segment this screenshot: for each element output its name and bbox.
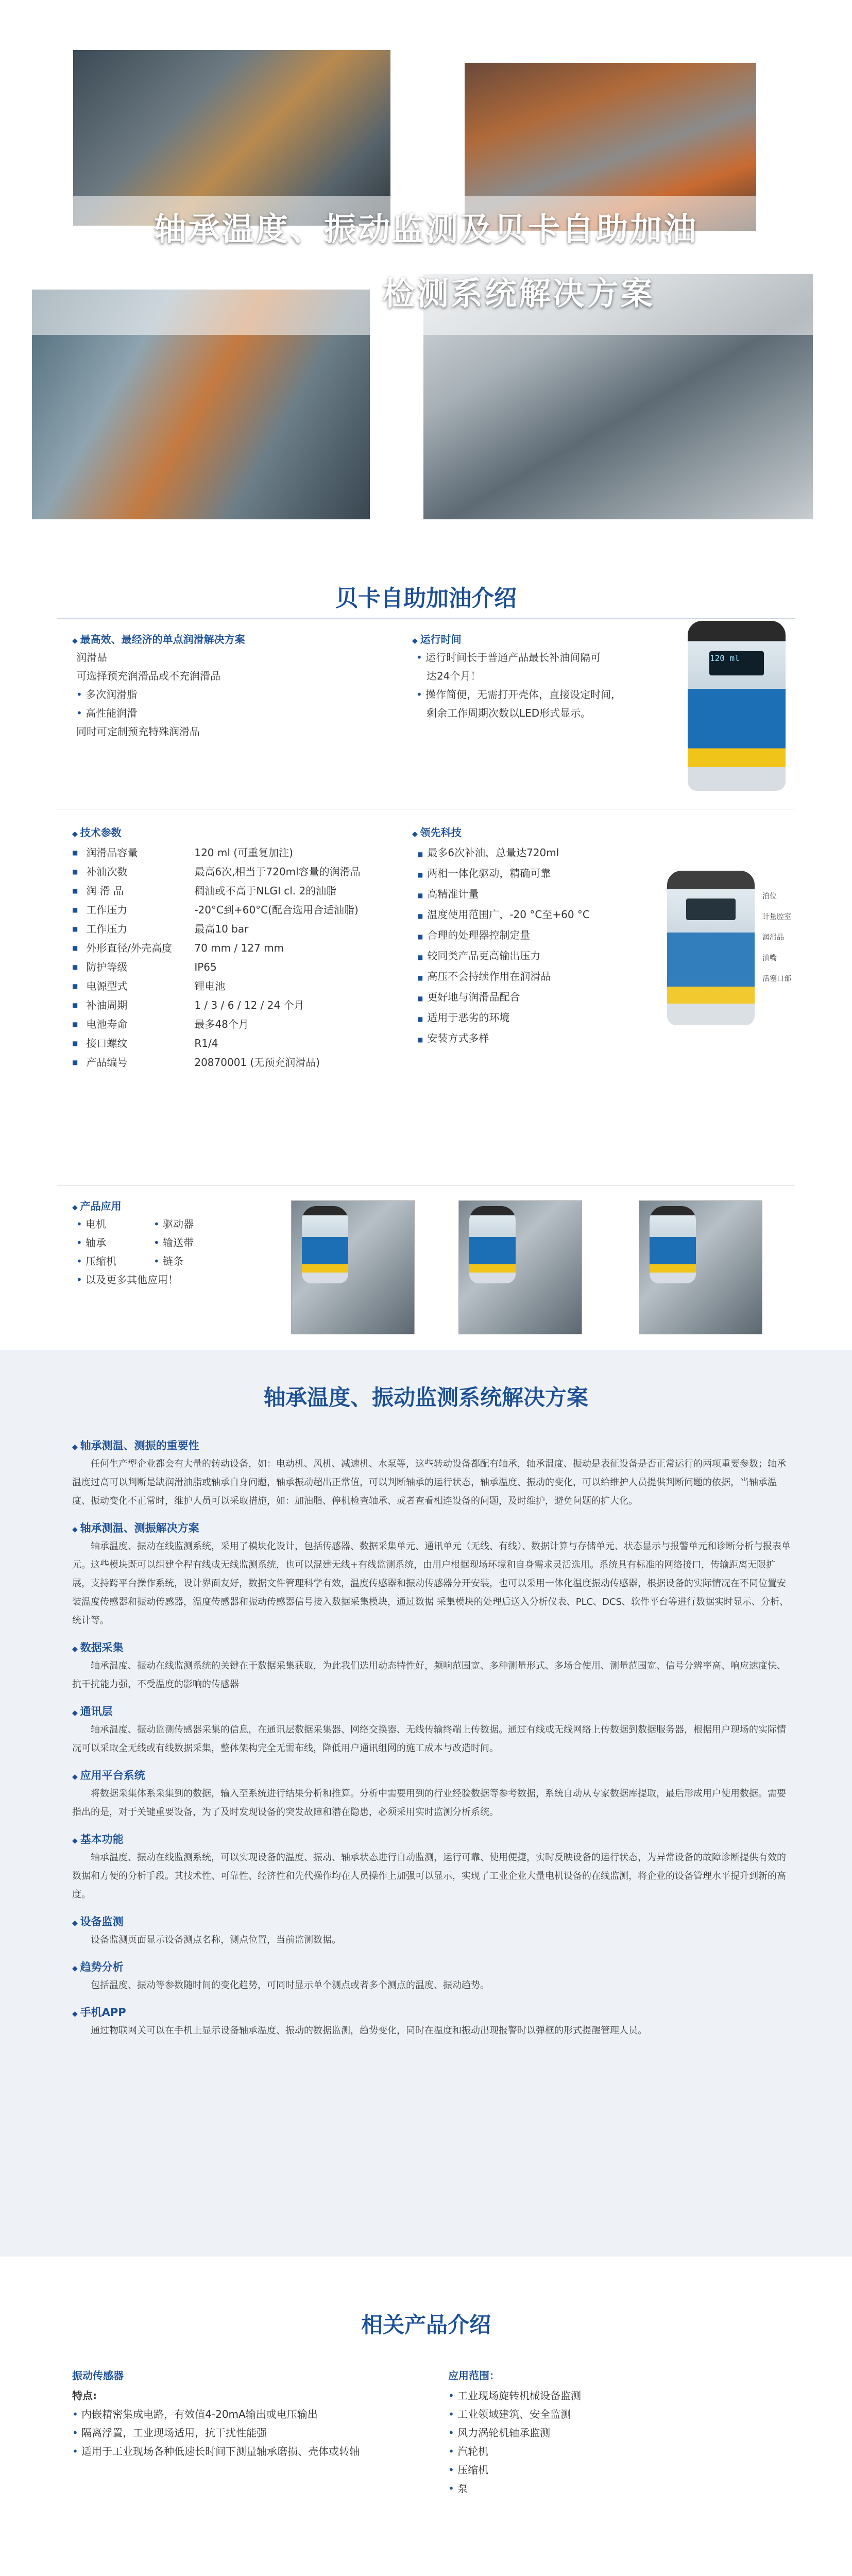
solution-item-body: 任何生产型企业都会有大量的转动设备，如：电动机、风机、减速机、水泵等，这些转动设备都配有轴承，轴承温度、振动是表征设备是否正常运行的两项重要参数；轴承温度过高可以判断是缺润滑油脂或轴承自身问题，轴承振动超出正常值，可以判断轴承的运行状态，轴承温度、振动的变化，可以给维护人员提供判断问题的依据，当轴承温度、振动变化不正常时，维护人员可以采取措施，如：加油脂、停机检查轴承、或者查看相连设备的问题，及时维护，避免问题的扩大化。 [72, 1459, 786, 1506]
spec-row: ■ 润 滑 品 稠油或不高于NLGI cl. 2的油脂 [72, 882, 402, 901]
solution-item-head: ◆ 应用平台系统 [72, 1767, 793, 1783]
spec-key: 电源型式 [86, 980, 128, 992]
spec-row: ■ 外形直径/外壳高度 70 mm / 127 mm [72, 939, 402, 958]
spec-key: 工作压力 [86, 904, 128, 916]
app-range-item: • 压缩机 [448, 2461, 757, 2479]
app-range-item: • 工业领域建筑、安全监测 [448, 2405, 757, 2424]
vib-feature: • 内嵌精密集成电路，有效值4-20mA输出或电压输出 [72, 2405, 433, 2424]
intro-left-line: • 多次润滑脂 [76, 685, 402, 704]
apps-item: • 轴承 [76, 1233, 154, 1252]
tech-item: ■ 高精准计量 [417, 888, 479, 900]
solution-title: 轴承温度、振动监测系统解决方案 [263, 1385, 588, 1410]
spec-key: 补油周期 [86, 999, 128, 1011]
apps-block [72, 1198, 288, 1289]
solution-item-body: 轴承温度、振动在线监测系统，采用了模块化设计，包括传感器、数据采集单元、通讯单元（无线、有线）、数据计算与存储单元、状态显示与报警单元和诊断分析与报表单元。这些模块既可以组建全程有线或无线监测系统，也可以混建无线+有线监测系统，由用户根据现场环境和自身需求灵活选用。系统具有标准的网络接口，传输距离无限扩展，支持跨平台操作系统，设计界面友好，数据文件管理科学有效，温度传感器和振动传感器分开安装，也可以采用一体化温度振动传感器，根据设备的实际情况在不同位置安装温度传感器和振动传感器，温度传感器和振动传感器信号接入数据采集模块，通过数据 采集模块的处理后送入分析仪表、PLC、DCS、软件平台等进行数据实时显示、分析、统计等。 [72, 1541, 791, 1626]
spec-row: ■ 产品编号 20870001 (无预充润滑品) [72, 1053, 402, 1072]
solution-item-body: 轴承温度、振动在线监测系统的关键在于数据采集获取，为此我们选用动态特性好，频响范围宽、多种测量形式、多场合使用、测量范围宽、信号分辨率高、响应速度快、抗干扰能力强，不受温度的影响的传感器 [72, 1660, 786, 1690]
app-range-item: • 风力涡轮机轴承监测 [448, 2424, 757, 2442]
spec-value: 20870001 (无预充润滑品) [194, 1056, 320, 1069]
solution-item-head: ◆ 轴承测温、测振的重要性 [72, 1437, 793, 1453]
solution-section-item [72, 1831, 793, 1904]
app-range-item: • 工业现场旋转机械设备监测 [448, 2386, 757, 2405]
solution-section-item [72, 2004, 793, 2040]
vib-block [72, 2367, 433, 2461]
apps-head: ◆ 产品应用 [72, 1198, 288, 1213]
app-photo-3 [639, 1200, 762, 1334]
intro-right-head: ◆ 运行时间 [412, 631, 659, 646]
tech-item: ■ 更好地与润滑品配合 [417, 991, 520, 1003]
tech-item: ■ 两相一体化驱动，精确可靠 [417, 867, 551, 879]
spec-row: ■ 电源型式 锂电池 [72, 977, 402, 996]
tech-item: ■ 合理的处理器控制定量 [417, 929, 531, 941]
solution-item-head: ◆ 设备监测 [72, 1913, 793, 1929]
app-range-block [448, 2367, 757, 2498]
apps-item: • 输送带 [154, 1233, 194, 1252]
lubricator-cutaway-image [667, 871, 755, 1025]
related-title: 相关产品介绍 [361, 2312, 491, 2337]
callout-label: 计量腔室 [762, 913, 791, 921]
app-photo-2 [458, 1200, 582, 1334]
solution-section-item [72, 1913, 793, 1950]
spec-key: 电池寿命 [86, 1018, 128, 1030]
callout-label: 润滑品 [762, 934, 784, 942]
spec-row: ■ 补油次数 最高6次,相当于720ml容量的润滑品 [72, 862, 402, 882]
spec-block [72, 824, 402, 1072]
lubricator-image [688, 621, 786, 791]
spec-row: ■ 接口螺纹 R1/4 [72, 1034, 402, 1053]
spec-value: 120 ml (可重复加注) [194, 846, 293, 859]
tech-item: ■ 安装方式多样 [417, 1032, 489, 1044]
apps-item: • 电机 [76, 1215, 154, 1233]
spec-row: ■ 润滑品容量 120 ml (可重复加注) [72, 843, 402, 862]
tech-head: ◆ 领先科技 [412, 824, 628, 839]
hero-title-line1: 轴承温度、振动监测及贝卡自助加油 [154, 210, 698, 248]
intro-right-line: • 操作简便，无需打开壳体，直接设定时间， [416, 685, 659, 704]
apps-item: • 驱动器 [154, 1215, 194, 1233]
vib-feature: • 适用于工业现场各种低速长时间下测量轴承磨损、壳体或转轴 [72, 2442, 433, 2461]
solution-section-item [72, 1703, 793, 1758]
tech-block [412, 824, 628, 1049]
solution-body [72, 1437, 793, 2049]
apps-item: • 压缩机 [76, 1252, 154, 1270]
app-range-item: • 泵 [448, 2479, 757, 2498]
intro-right [412, 631, 659, 722]
spec-head: ◆ 技术参数 [72, 824, 402, 839]
solution-item-head: ◆ 手机APP [72, 2004, 793, 2020]
tech-item: ■ 较同类产品更高输出压力 [417, 950, 541, 962]
intro-title: 贝卡自助加油介绍 [335, 585, 517, 612]
solution-section-item [72, 1437, 793, 1511]
spec-value: 锂电池 [194, 980, 226, 992]
solution-section-item [72, 1520, 793, 1630]
vib-feat-head: 特点: [72, 2389, 97, 2402]
spec-key: 润 滑 品 [86, 885, 124, 897]
spec-value: 最高6次,相当于720ml容量的润滑品 [194, 866, 361, 878]
intro-right-line: • 运行时间长于普通产品最长补油间隔可 [416, 648, 659, 667]
hero-section [0, 0, 852, 546]
apps-row [76, 1233, 288, 1252]
solution-item-body: 将数据采集体系采集到的数据，输入至系统进行结果分析和推算。分析中需要用到的行业经验数据等参考数据，系统自动从专家数据库提取，最后形成用户使用数据。需要指出的是，对于关键重要设备，为了及时发现设备的突发故障和潜在隐患，必须采用实时监测分析系统。 [72, 1788, 786, 1818]
lubricator-display [686, 899, 735, 920]
hero-title-line2: 检测系统解决方案 [382, 275, 655, 312]
apps-row [76, 1215, 288, 1233]
solution-item-body: 轴承温度、振动在线监测系统，可以实现设备的温度、振动、轴承状态进行自动监测，运行可靠、使用便捷，实时反映设备的运行状态，为异常设备的故障诊断提供有效的数据和方便的分析手段。其技术性、可靠性、经济性和先代操作均在人员操作上加强可以显示，实现了工业企业大量电机设备的在线监测，将企业的设备管理水平提升到新的高度。 [72, 1852, 786, 1900]
solution-item-head: ◆ 趋势分析 [72, 1959, 793, 1974]
solution-item-head: ◆ 基本功能 [72, 1831, 793, 1846]
app-range-item: • 汽轮机 [448, 2442, 757, 2461]
tech-item: ■ 温度使用范围广，-20 °C至+60 °C [417, 908, 590, 921]
spec-value: 最多48个月 [194, 1018, 249, 1030]
solution-item-body: 设备监测页面显示设备测点名称，测点位置，当前监测数据。 [91, 1935, 341, 1945]
app-photo-1 [291, 1200, 415, 1334]
callout-label: 油嘴 [762, 954, 777, 962]
apps-more: • 以及更多其他应用！ [72, 1270, 288, 1289]
callout-label: 活塞口部 [762, 975, 791, 983]
vib-feature: • 隔离浮置，工业现场适用，抗干扰性能强 [72, 2424, 433, 2442]
app-range-head: 应用范围： [448, 2369, 500, 2382]
lubricator-label: 120 ml [710, 653, 740, 663]
solution-item-body: 轴承温度、振动监测传感器采集的信息，在通讯层数据采集器、网络交换器、无线传输终端上传数据。通过有线或无线网络上传数据到数据服务器，根据用户现场的实际情况可以采取全无线或有线数据采集，整体架构完全无需布线，降低用户通讯组网的施工成本与改造时间。 [72, 1724, 786, 1754]
spec-key: 产品编号 [86, 1056, 128, 1069]
spec-value: IP65 [194, 961, 217, 973]
spec-key: 外形直径/外壳高度 [86, 942, 173, 954]
solution-item-head: ◆ 轴承测温、测振解决方案 [72, 1520, 793, 1535]
intro-right-line: 剩余工作周期次数以LED形式显示。 [427, 707, 591, 719]
spec-key: 防护等级 [86, 961, 128, 973]
intro-right-line: 达24个月！ [427, 670, 481, 682]
callout-list [762, 886, 791, 989]
solution-section-item [72, 1767, 793, 1822]
spec-value: 70 mm / 127 mm [194, 942, 284, 954]
solution-item-head: ◆ 数据采集 [72, 1639, 793, 1655]
divider [57, 618, 795, 619]
solution-item-head: ◆ 通讯层 [72, 1703, 793, 1719]
solution-item-body: 包括温度、振动等参数随时间的变化趋势，可同时显示单个测点或者多个测点的温度、振动趋势。 [91, 1980, 489, 1991]
spec-row: ■ 补油周期 1 / 3 / 6 / 12 / 24 个月 [72, 996, 402, 1015]
apps-row [76, 1252, 288, 1270]
spec-key: 接口螺纹 [86, 1037, 128, 1049]
solution-item-body: 通过物联网关可以在手机上显示设备轴承温度、振动的数据监测，趋势变化，同时在温度和振动出现报警时以弹框的形式提醒管理人员。 [91, 2025, 647, 2036]
vib-head: 振动传感器 [72, 2369, 124, 2382]
spec-value: 最高10 bar [194, 923, 249, 935]
intro-left-line: 同时可定制预充特殊润滑品 [76, 725, 200, 738]
intro-left-line: 润滑品 [76, 651, 107, 664]
spec-row: ■ 电池寿命 最多48个月 [72, 1015, 402, 1034]
spec-value: 1 / 3 / 6 / 12 / 24 个月 [194, 999, 304, 1011]
apps-item: • 链条 [154, 1252, 183, 1270]
spec-row: ■ 防护等级 IP65 [72, 958, 402, 977]
intro-left-line: • 高性能润滑 [76, 704, 402, 722]
solution-section-item [72, 1959, 793, 1995]
spec-row: ■ 工作压力 -20°C到+60°C(配合选用合适油脂) [72, 901, 402, 920]
tech-item: ■ 最多6次补油，总量达720ml [417, 846, 559, 859]
intro-left-line: 可选择预充润滑品或不充润滑品 [76, 670, 220, 682]
spec-value: R1/4 [194, 1037, 218, 1049]
callout-label: 泊位 [762, 892, 777, 901]
tech-item: ■ 高压不会持续作用在润滑品 [417, 970, 551, 982]
intro-left-head: ◆ 最高效、最经济的单点润滑解决方案 [72, 631, 402, 646]
spec-value: 稠油或不高于NLGI cl. 2的油脂 [194, 885, 337, 897]
spec-value: -20°C到+60°C(配合选用合适油脂) [194, 904, 359, 916]
tech-item: ■ 适用于恶劣的环境 [417, 1011, 510, 1024]
spec-key: 工作压力 [86, 923, 128, 935]
intro-left [72, 631, 402, 741]
spec-row: ■ 工作压力 最高10 bar [72, 920, 402, 939]
spec-key: 润滑品容量 [86, 846, 138, 859]
solution-section-item [72, 1639, 793, 1694]
spec-key: 补油次数 [86, 866, 128, 878]
